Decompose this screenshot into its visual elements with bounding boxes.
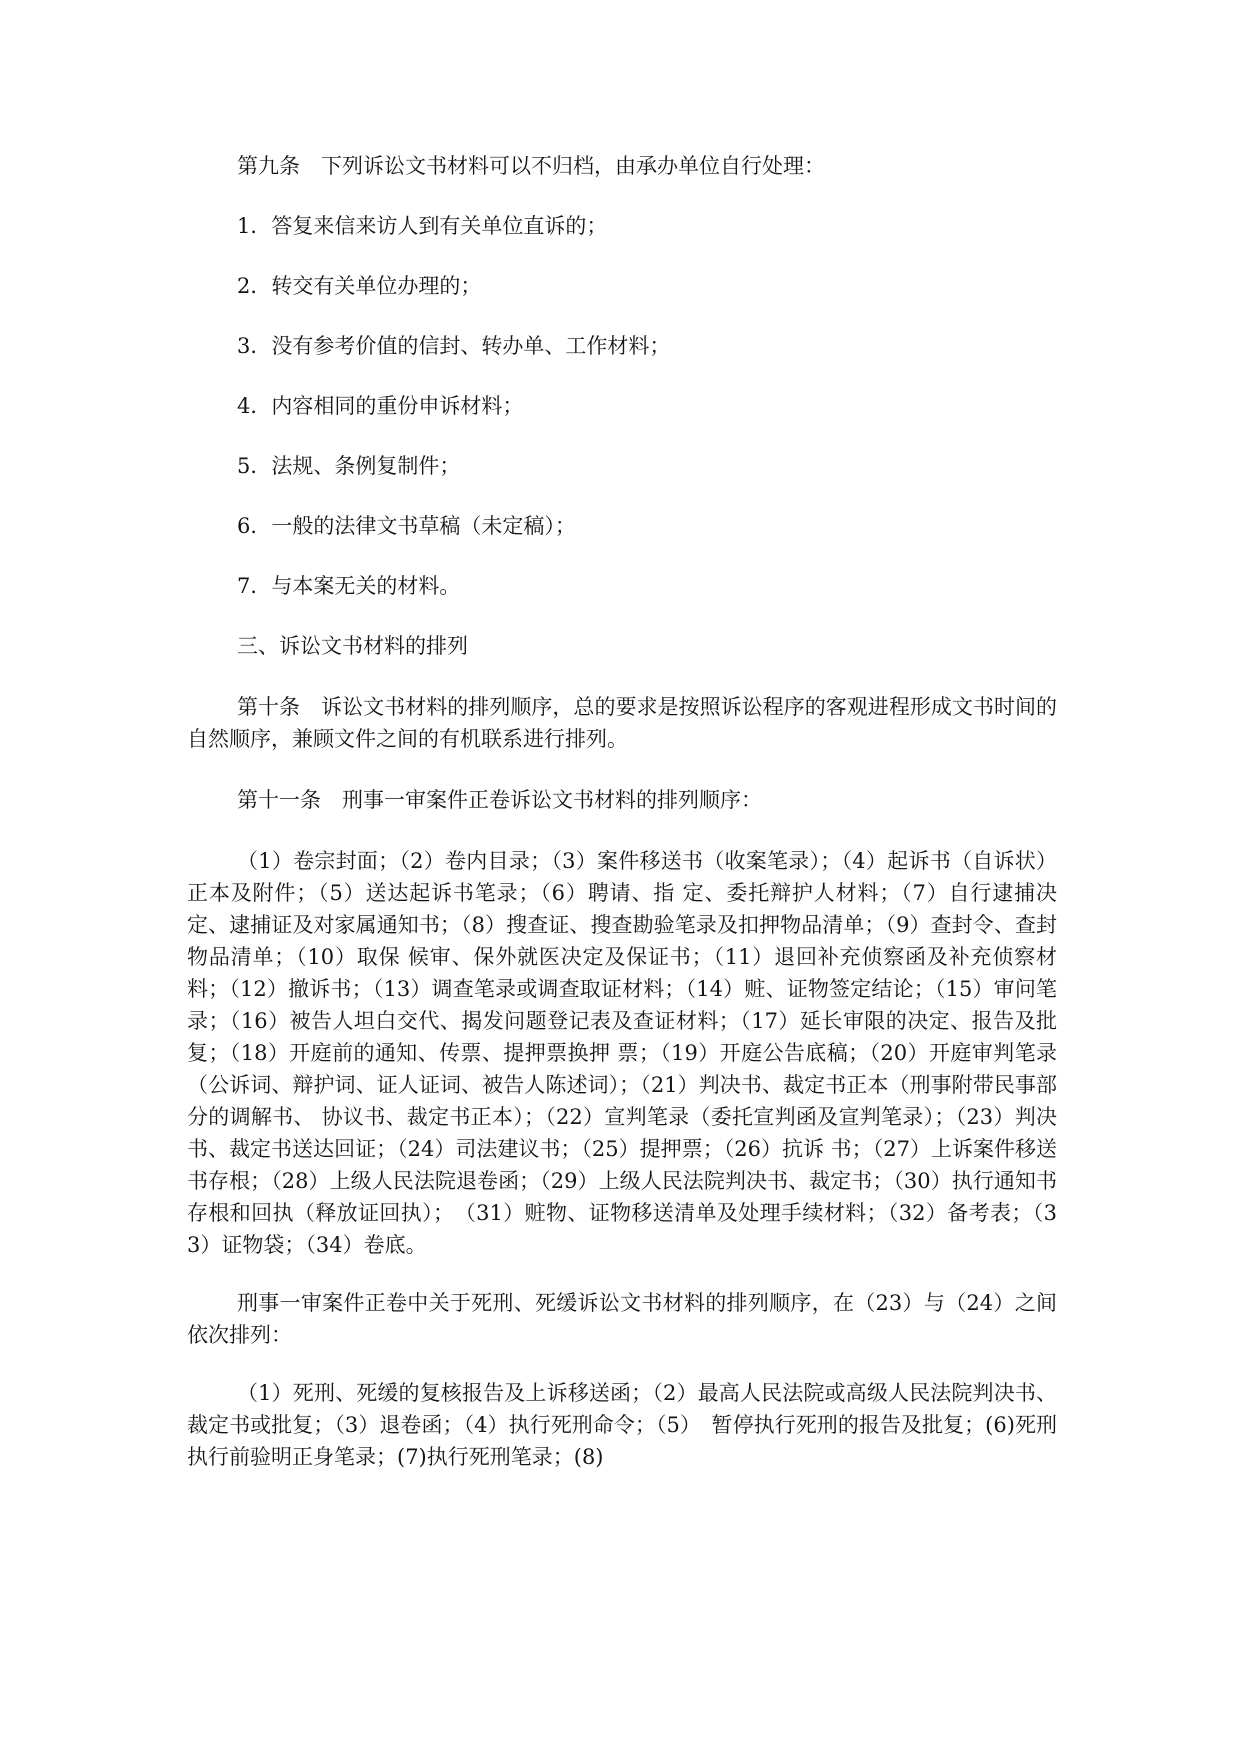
list-item: 5．法规、条例复制件； [237, 454, 461, 478]
article-10-paragraph: 第十条 诉讼文书材料的排列顺序，总的要求是按照诉讼程序的客观进程形成文书时间的自然顺序，兼顾文件之间的有机联系进行排列。 [187, 695, 1057, 751]
death-penalty-intro: 刑事一审案件正卷中关于死刑、死缓诉讼文书材料的排列顺序，在（23）与（24）之间依次排列： [187, 1291, 1057, 1347]
list-item: 4．内容相同的重份申诉材料； [237, 394, 524, 418]
article-9-heading: 第九条 下列诉讼文书材料可以不归档，由承办单位自行处理： [237, 154, 825, 178]
list-item: 6．一般的法律文书草稿（未定稿）； [237, 514, 576, 538]
document-body [187, 150, 1057, 1473]
list-item: 2．转交有关单位办理的； [237, 274, 482, 298]
list-item: 1．答复来信来访人到有关单位直诉的； [237, 214, 608, 238]
list-item: 3．没有参考价值的信封、转办单、工作材料； [237, 334, 671, 358]
death-penalty-order-list: （1）死刑、死缓的复核报告及上诉移送函；（2）最高人民法院或高级人民法院判决书、裁定书或批复；（3）退卷函；（4）执行死刑命令；（5） 暂停执行死刑的报告及批复；(6)死刑执行前验明正身笔录；(7)执行死刑笔录；(8) [187, 1381, 1057, 1469]
list-item: 7．与本案无关的材料。 [237, 574, 461, 598]
article-11-heading: 第十一条 刑事一审案件正卷诉讼文书材料的排列顺序： [237, 788, 762, 812]
section-title: 三、诉讼文书材料的排列 [237, 634, 468, 658]
article-11-order-list: （1）卷宗封面；（2）卷内目录；（3）案件移送书（收案笔录）；（4）起诉书（自诉状）正本及附件；（5）送达起诉书笔录；（6）聘请、指 定、委托辩护人材料；（7）自行逮捕决定、逮捕证及对家属通知书；（8）搜查证、搜查勘验笔录及扣押物品清单；（9）查封令、查封物品清单；（10）取保 候审、保外就医决定及保证书；（11）退回补充侦察函及补充侦察材料；（12）撤诉书；（13）调查笔录或调查取证材料；（14）赃、证物签定结论；（15）审问笔录；（16）被告人坦白交代、揭发问题登记表及查证材料；（17）延长审限的决定、报告及批复；（18）开庭前的通知、传票、提押票换押 票；（19）开庭公告底稿；（20）开庭审判笔录（公诉词、辩护词、证人证词、被告人陈述词）；（21）判决书、裁定书正本（刑事附带民事部分的调解书、 协议书、裁定书正本）；（22）宣判笔录（委托宣判函及宣判笔录）；（23）判决书、裁定书送达回证；（24）司法建议书；（25）提押票；（26）抗诉 书；（27）上诉案件移送书存根；（28）上级人民法院退卷函；（29）上级人民法院判决书、裁定书；（30）执行通知书存根和回执（释放证回执）； （31）赃物、证物移送清单及处理手续材料；（32）备考表；（33）证物袋；（34）卷底。 [187, 849, 1057, 1257]
